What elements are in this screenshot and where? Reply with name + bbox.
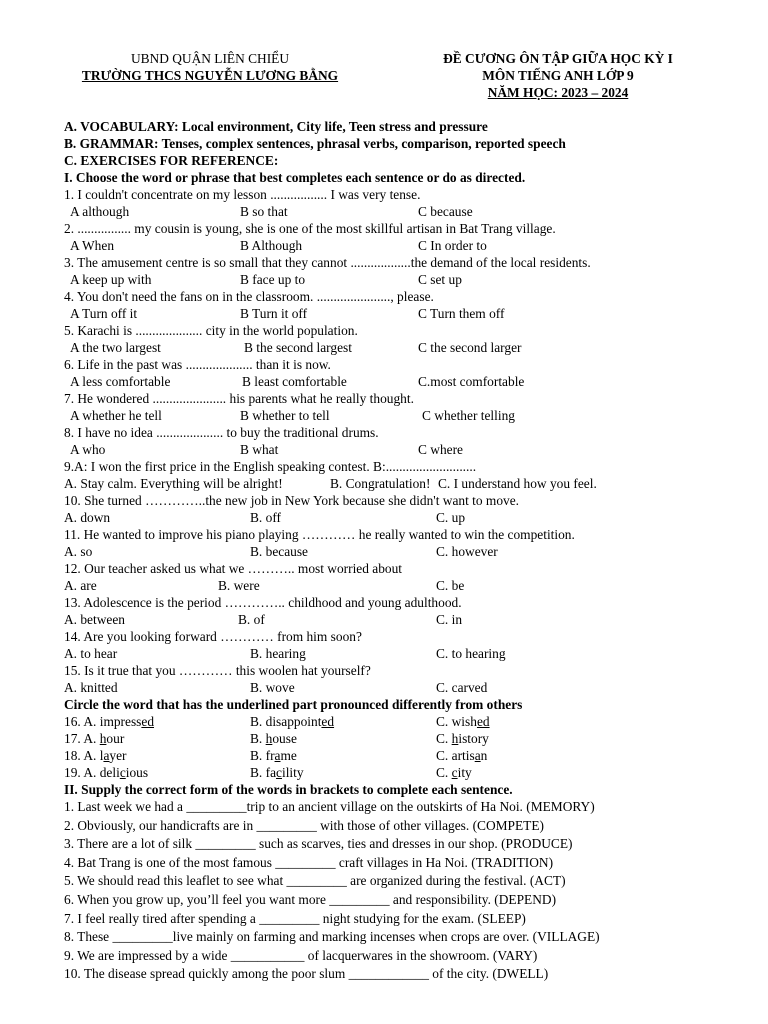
underlined-part: a xyxy=(274,748,281,763)
option-c: C Turn them off xyxy=(418,306,505,321)
word-part: n xyxy=(480,748,488,763)
option-b: B Although xyxy=(240,238,303,253)
answer-options xyxy=(64,509,754,526)
word-part: ouse xyxy=(272,731,297,746)
option-c xyxy=(436,730,489,747)
option-b: B. Congratulation! xyxy=(330,476,431,491)
option-c: C.most comfortable xyxy=(418,374,525,389)
question-number: 16. A. xyxy=(64,714,100,729)
word-part: B. disappoint xyxy=(250,714,322,729)
option-a: A. are xyxy=(64,578,97,593)
pronunciation-heading: Circle the word that has the underlined part pronounced differently from others xyxy=(64,697,523,712)
subject-title: MÔN TIẾNG ANH LỚP 9 xyxy=(482,68,634,83)
word-form-item: 6. When you grow up, you’ll feel you want more _________ and responsibility. (DEPEND) xyxy=(64,891,557,907)
answer-options xyxy=(64,237,754,254)
option-b: B. wove xyxy=(250,680,295,695)
question-stem: 13. Adolescence is the period ………….. childhood and young adulthood. xyxy=(64,595,462,610)
question-stem: 8. I have no idea .................... to buy the traditional drums. xyxy=(64,425,379,440)
answer-options xyxy=(64,339,754,356)
underlined-part: h xyxy=(451,731,459,746)
district-name: UBND QUẬN LIÊN CHIỂU xyxy=(130,51,290,66)
word-form-item: 8. These _________live mainly on farming and marking incenses when crops are over. (VILLAGE) xyxy=(64,929,600,945)
answer-options xyxy=(64,645,754,662)
word-part: me xyxy=(280,748,297,763)
document-title-block xyxy=(408,50,708,101)
option-b: B so that xyxy=(240,204,288,219)
option-a: A. to hear xyxy=(64,646,118,661)
option-c: C. however xyxy=(436,544,498,559)
underlined-part: c xyxy=(451,765,458,780)
underlined-part: ed xyxy=(476,714,490,729)
word-part: ious xyxy=(125,765,149,780)
option-a: A. down xyxy=(64,510,111,525)
answer-options xyxy=(64,611,754,628)
word-part: ity xyxy=(457,765,472,780)
part-1-heading: I. Choose the word or phrase that best completes each sentence or do as directed. xyxy=(64,170,526,185)
option-a: A although xyxy=(70,204,130,219)
option-c: C. up xyxy=(436,510,466,525)
word-form-item: 3. There are a lot of silk _________ such as scarves, ties and dresses in our shop. (PRODUCE) xyxy=(64,836,573,852)
option-a: A. between xyxy=(64,612,125,627)
option-b: B the second largest xyxy=(244,340,352,355)
school-name: TRƯỜNG THCS NGUYỄN LƯƠNG BẰNG xyxy=(81,68,339,83)
question-stem: 2. ................ my cousin is young, she is one of the most skillful artisan in Bat Trang village. xyxy=(64,221,556,236)
word-form-item: 7. I feel really tired after spending a _________ night studying for the exam. (SLEEP) xyxy=(64,910,526,926)
answer-options xyxy=(64,305,754,322)
answer-options xyxy=(64,203,754,220)
underlined-part: c xyxy=(276,765,282,780)
option-b: B least comfortable xyxy=(242,374,347,389)
underlined-part: a xyxy=(103,748,110,763)
pronunciation-questions xyxy=(64,713,754,781)
option-a xyxy=(64,764,148,781)
option-c: C. be xyxy=(436,578,465,593)
option-c: C where xyxy=(418,442,463,457)
answer-options xyxy=(64,441,754,458)
word-part: B. fr xyxy=(250,748,275,763)
document-body xyxy=(64,118,754,984)
option-c: C. in xyxy=(436,612,463,627)
option-a: A whether he tell xyxy=(70,408,162,423)
option-b xyxy=(250,764,304,781)
document-title: ĐỀ CƯƠNG ÔN TẬP GIỮA HỌC KỲ I xyxy=(443,51,673,66)
word-part: deli xyxy=(99,765,120,780)
question-stem: 14. Are you looking forward ………… from him soon? xyxy=(64,629,362,644)
question-stem: 12. Our teacher asked us what we ……….. most worried about xyxy=(64,561,403,576)
option-a: A When xyxy=(70,238,115,253)
word-part: B. fa xyxy=(250,765,277,780)
option-c xyxy=(436,747,487,764)
pronunciation-row xyxy=(64,764,754,781)
word-part: ility xyxy=(281,765,304,780)
answer-options xyxy=(64,271,754,288)
option-b: B. off xyxy=(250,510,281,525)
part-2-heading: II. Supply the correct form of the words in brackets to complete each sentence. xyxy=(64,782,513,797)
option-a: A. Stay calm. Everything will be alright! xyxy=(64,476,283,491)
question-stem: 1. I couldn't concentrate on my lesson ................. I was very tense. xyxy=(64,187,421,202)
underlined-part: a xyxy=(474,748,481,763)
underlined-part: ed xyxy=(141,714,155,729)
option-b: B. of xyxy=(238,612,265,627)
answer-options xyxy=(64,543,754,560)
option-c: C because xyxy=(418,204,473,219)
option-c xyxy=(436,713,490,730)
option-c: C the second larger xyxy=(418,340,522,355)
word-part: istory xyxy=(458,731,489,746)
question-stem: 7. He wondered ...................... his parents what he really thought. xyxy=(64,391,414,406)
pronunciation-row xyxy=(64,730,754,747)
option-a: A Turn off it xyxy=(70,306,138,321)
section-vocabulary: A. VOCABULARY: Local environment, City life, Teen stress and pressure xyxy=(64,119,488,134)
word-part: impress xyxy=(99,714,142,729)
option-c: C. carved xyxy=(436,680,488,695)
question-stem: 10. She turned …………..the new job in New York because she didn't want to move. xyxy=(64,493,520,508)
question-number: 17. A. xyxy=(64,731,100,746)
question-stem: 6. Life in the past was .................... than it is now. xyxy=(64,357,331,372)
answer-options xyxy=(64,475,754,492)
word-part: our xyxy=(106,731,125,746)
option-a xyxy=(64,713,154,730)
option-b: B face up to xyxy=(240,272,306,287)
question-stem: 5. Karachi is .................... city in the world population. xyxy=(64,323,358,338)
option-b: B whether to tell xyxy=(240,408,330,423)
question-stem: 9.A: I won the first price in the English speaking contest. B:........................... xyxy=(64,459,477,474)
word-form-item: 4. Bat Trang is one of the most famous _________ craft villages in Ha Noi. (TRADITION) xyxy=(64,854,554,870)
pronunciation-row xyxy=(64,713,754,730)
option-b: B Turn it off xyxy=(240,306,308,321)
option-a: A who xyxy=(70,442,106,457)
option-b xyxy=(250,730,297,747)
question-stem: 3. The amusement centre is so small that they cannot ..................the demand of the local residents. xyxy=(64,255,591,270)
option-a xyxy=(64,747,127,764)
word-part: B. xyxy=(250,731,266,746)
option-b: B what xyxy=(240,442,279,457)
word-form-item: 1. Last week we had a _________trip to an ancient village on the outskirts of Ha Noi. (MEMORY) xyxy=(64,799,595,814)
answer-options xyxy=(64,407,754,424)
question-stem: 11. He wanted to improve his piano playing ………… he really wanted to win the competition. xyxy=(64,527,575,542)
question-stem: 15. Is it true that you ………… this woolen hat yourself? xyxy=(64,663,371,678)
option-b xyxy=(250,747,297,764)
option-a xyxy=(64,730,124,747)
answer-options xyxy=(64,679,754,696)
pronunciation-row xyxy=(64,747,754,764)
answer-options xyxy=(64,577,754,594)
word-part: C. xyxy=(436,731,452,746)
option-c: C. I understand how you feel. xyxy=(438,476,597,491)
underlined-part: h xyxy=(265,731,273,746)
word-form-item: 10. The disease spread quickly among the poor slum ____________ of the city. (DWELL) xyxy=(64,966,549,982)
word-part: C. wish xyxy=(436,714,477,729)
option-a: A. knitted xyxy=(64,680,118,695)
option-a: A. so xyxy=(64,544,93,559)
option-c: C In order to xyxy=(418,238,487,253)
word-part: C. xyxy=(436,765,452,780)
answer-options xyxy=(64,373,754,390)
option-c: C set up xyxy=(418,272,462,287)
word-form-item: 2. Obviously, our handicrafts are in _________ with those of other villages. (COMPETE) xyxy=(64,817,544,833)
option-b: B. were xyxy=(218,578,260,593)
school-year: NĂM HỌC: 2023 – 2024 xyxy=(487,85,629,100)
option-a: A keep up with xyxy=(70,272,152,287)
option-a: A less comfortable xyxy=(70,374,171,389)
option-a: A the two largest xyxy=(70,340,161,355)
word-form-item: 5. We should read this leaflet to see what _________ are organized during the festival. (ACT) xyxy=(64,873,566,889)
option-c: C. to hearing xyxy=(436,646,506,661)
multiple-choice-questions xyxy=(64,186,754,696)
option-c: C whether telling xyxy=(422,408,515,423)
question-number: 19. A. xyxy=(64,765,100,780)
school-header xyxy=(60,50,360,84)
option-b: B. hearing xyxy=(250,646,306,661)
section-grammar: B. GRAMMAR: Tenses, complex sentences, phrasal verbs, comparison, reported speech xyxy=(64,136,566,151)
option-b xyxy=(250,713,334,730)
word-part: yer xyxy=(109,748,127,763)
underlined-part: h xyxy=(99,731,107,746)
question-stem: 4. You don't need the fans on in the classroom. ......................, please. xyxy=(64,289,434,304)
underlined-part: c xyxy=(119,765,126,780)
question-number: 18. A. xyxy=(64,748,100,763)
word-form-questions xyxy=(64,798,754,984)
word-part: C. artis xyxy=(436,748,475,763)
underlined-part: ed xyxy=(321,714,335,729)
option-b: B. because xyxy=(250,544,309,559)
section-exercises: C. EXERCISES FOR REFERENCE: xyxy=(64,153,279,168)
word-part: l xyxy=(99,748,104,763)
option-c xyxy=(436,764,472,781)
word-form-item: 9. We are impressed by a wide ___________ of lacquerwares in the showroom. (VARY) xyxy=(64,947,538,963)
